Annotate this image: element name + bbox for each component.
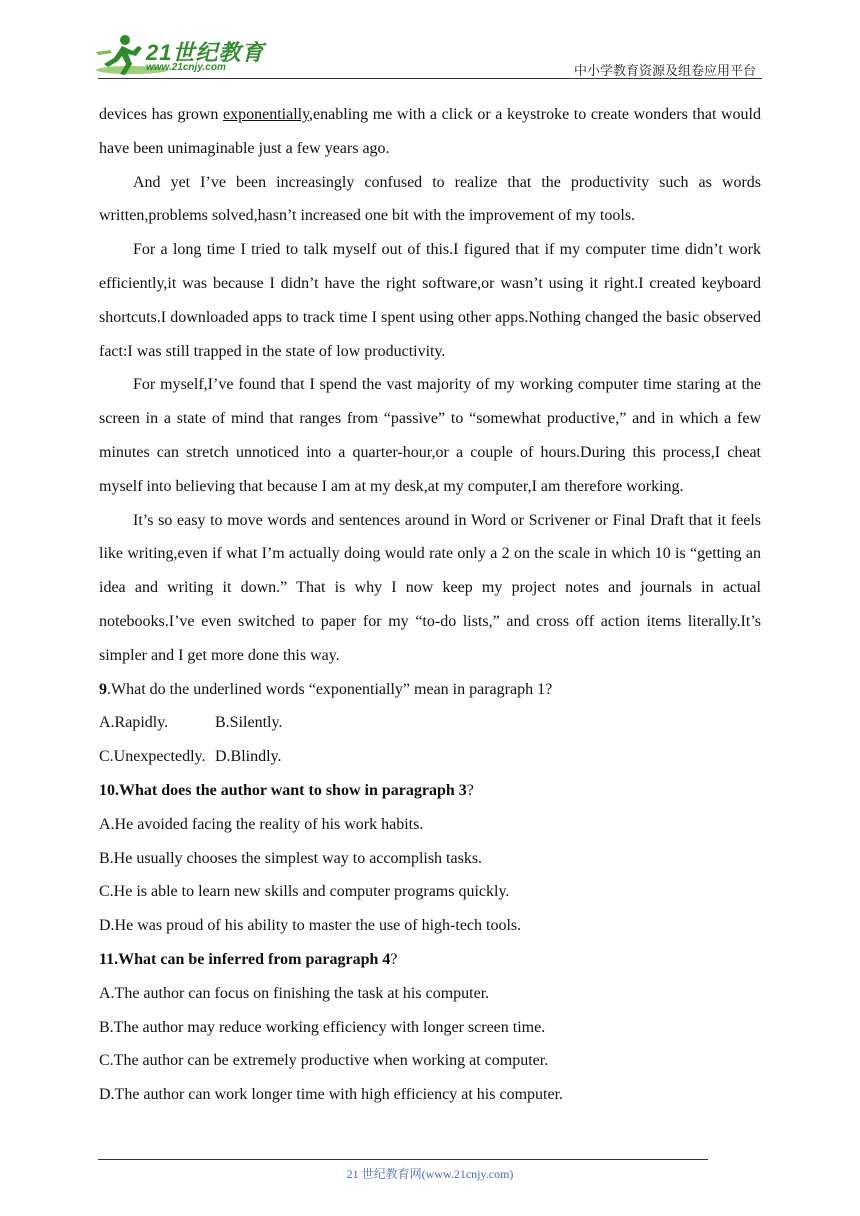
question-number: 9 xyxy=(99,680,107,698)
option-c: C.The author can be extremely productive when working at computer. xyxy=(99,1052,549,1070)
footer-divider xyxy=(98,1159,708,1160)
option-b: B.The author may reduce working efficiency with longer screen time. xyxy=(99,1018,546,1036)
question-text: .What can be inferred from paragraph 4 xyxy=(114,950,391,968)
option-c: C.Unexpectedly. xyxy=(99,748,206,766)
question-number: 11 xyxy=(99,950,115,968)
option-a: A.The author can focus on finishing the task at his computer. xyxy=(99,984,490,1002)
question-stem xyxy=(99,943,761,977)
paragraph-5: It’s so easy to move words and sentences around in Word or Scrivener or Final Draft that it feels like writing,even if what I’m actually doing would rate only a 2 on the scale in which 10 is “getting an idea and writing it down.” That is why I now keep my project notes and journals in actual notebooks.I’ve even switched to paper for my “to-do lists,” and cross off action items literally.It’s simpler and I get more done this way. xyxy=(99,511,761,664)
paragraph-1-start: devices has grown xyxy=(99,106,223,123)
question-stem xyxy=(99,673,761,707)
question-stem xyxy=(99,774,761,808)
option-d: D.Blindly. xyxy=(215,748,282,766)
option-b: B.He usually chooses the simplest way to accomplish tasks. xyxy=(99,849,483,867)
question-11 xyxy=(99,943,761,1112)
logo-text: 21世纪教育 xyxy=(146,40,265,65)
logo-url: www.21cnjy.com xyxy=(146,62,226,73)
paragraph-4: For myself,I’ve found that I spend the vast majority of my working computer time staring at the screen in a state of mind that ranges from “passive” to “somewhat productive,” and in which a few minutes can stretch unnoticed into a quarter-hour,or a couple of hours.During this process,I cheat myself into believing that because I am at my desk,at my computer,I am therefore working. xyxy=(99,376,761,495)
option-a: A.Rapidly. xyxy=(99,714,169,732)
option-c: C.He is able to learn new skills and computer programs quickly. xyxy=(99,883,510,901)
question-10 xyxy=(99,774,761,943)
paragraph-1 xyxy=(99,98,761,166)
option-d: D.The author can work longer time with high efficiency at his computer. xyxy=(99,1086,564,1104)
option-b: B.Silently. xyxy=(215,714,283,732)
option-row xyxy=(99,706,761,740)
question-mark: ? xyxy=(466,781,474,799)
page-footer: 21 世纪教育网(www.21cnjy.com) xyxy=(346,1167,514,1181)
question-mark: ? xyxy=(390,950,398,968)
header-divider xyxy=(98,78,762,79)
question-text: .What do the underlined words “exponentially” mean in paragraph 1? xyxy=(107,680,553,698)
document-body xyxy=(99,98,761,1112)
option-d: D.He was proud of his ability to master the use of high-tech tools. xyxy=(99,917,522,935)
platform-tagline: 中小学教育资源及组卷应用平台 xyxy=(573,63,756,78)
paragraph-2: And yet I’ve been increasingly confused to realize that the productivity such as words written,problems solved,hasn’t increased one bit with the improvement of my tools. xyxy=(99,173,761,225)
option-row xyxy=(99,740,761,774)
question-9 xyxy=(99,673,761,774)
paragraph-3: For a long time I tried to talk myself out of this.I figured that if my computer time didn’t work efficiently,it was because I didn’t have the right software,or wasn’t using it right.I created keyboard shortcuts.I downloaded apps to track time I spent using other apps.Nothing changed the basic observed fact:I was still trapped in the state of low productivity. xyxy=(99,241,761,360)
option-a: A.He avoided facing the reality of his work habits. xyxy=(99,815,424,833)
question-number: 10 xyxy=(99,781,115,799)
page-header xyxy=(0,0,860,80)
question-text: .What does the author want to show in paragraph 3 xyxy=(115,781,467,799)
underlined-word: exponentially xyxy=(223,106,310,123)
paragraph-1-end: ,enabling me with a click or a keystroke to create wonders that would have been unimaginable just a few years ago. xyxy=(99,106,762,157)
